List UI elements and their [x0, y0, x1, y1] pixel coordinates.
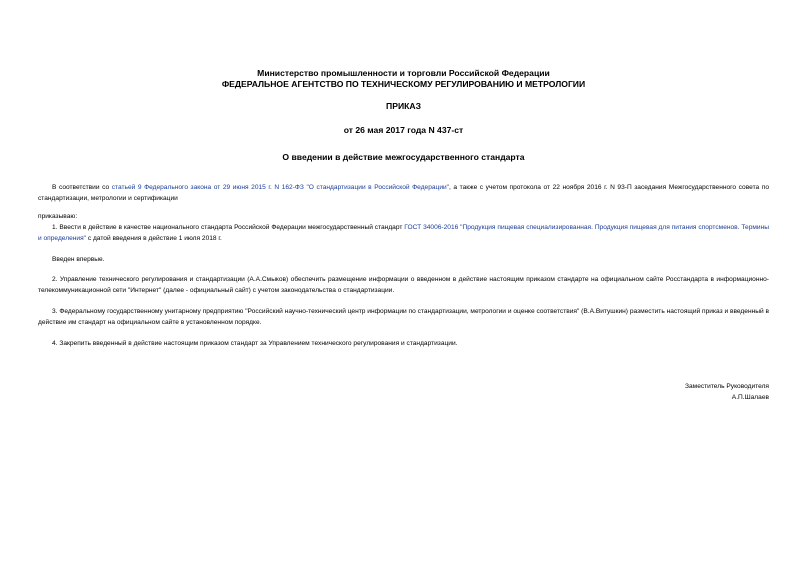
document-date: от 26 мая 2017 года N 437-ст: [343, 125, 464, 135]
federal-law-link[interactable]: статьей 9 Федерального закона от 29 июня 2015 г. N 162-ФЗ "О стандартизации в Российской Федерации": [111, 184, 450, 191]
document-header: [0, 68, 807, 90]
gost-standard-link[interactable]: ГОСТ 34006-2016 "Продукция пищевая специализированная. Продукция пищевая для питания спортсменов. Термины и определения": [38, 224, 769, 242]
signature-block: [685, 381, 769, 403]
preamble-text-after: , а также с учетом протокола от 22 ноября 2016 г. N 93-П заседания Межгосударственного совета по стандартизации, метрологии и сертификации: [38, 184, 769, 202]
order-word: приказываю:: [38, 213, 78, 220]
ministry-name: Министерство промышленности и торговли Российской Федерации: [257, 68, 550, 78]
item-1-text-after: с датой введения в действие 1 июля 2018 г.: [86, 234, 222, 242]
item-1-text-before: 1. Ввести в действие в качестве национального стандарта Российской Федерации межгосударственный стандарт: [52, 224, 405, 231]
document-subject: О введении в действие межгосударственного стандарта: [282, 152, 525, 162]
item-4-paragraph: 4. Закрепить введенный в действие настоящим приказом стандарт за Управлением технического регулирования и стандартизации.: [52, 340, 458, 347]
item-3-paragraph: 3. Федеральному государственному унитарному предприятию "Российский научно-технический центр информации по стандартизации, метрологии и оценке соответствия" (В.А.Витушкин) разместить настоящий приказ и введенный в действие им стандарт на официальном сайте в установленном порядке.: [38, 308, 769, 326]
item-2-paragraph: 2. Управление технического регулирования и стандартизации (А.А.Смыков) обеспечить размещение информации о введенном в действие настоящим приказом стандарте на официальном сайте Росстандарта в информационно-телекоммуникационной сети "Интернет" (далее - официальный сайт) с учетом законодательства о стандартизации.: [38, 276, 769, 294]
signer-name: А.П.Шалаев: [731, 394, 769, 401]
introduced-first-note: Введен впервые.: [52, 256, 105, 263]
preamble-text-before: В соответствии со: [52, 184, 112, 191]
item-1-paragraph: [38, 223, 769, 244]
preamble-paragraph: [38, 183, 769, 204]
signer-position: Заместитель Руководителя: [685, 383, 769, 390]
agency-name: ФЕДЕРАЛЬНОЕ АГЕНТСТВО ПО ТЕХНИЧЕСКОМУ РЕГУЛИРОВАНИЮ И МЕТРОЛОГИИ: [221, 79, 586, 89]
document-type: ПРИКАЗ: [386, 101, 421, 111]
